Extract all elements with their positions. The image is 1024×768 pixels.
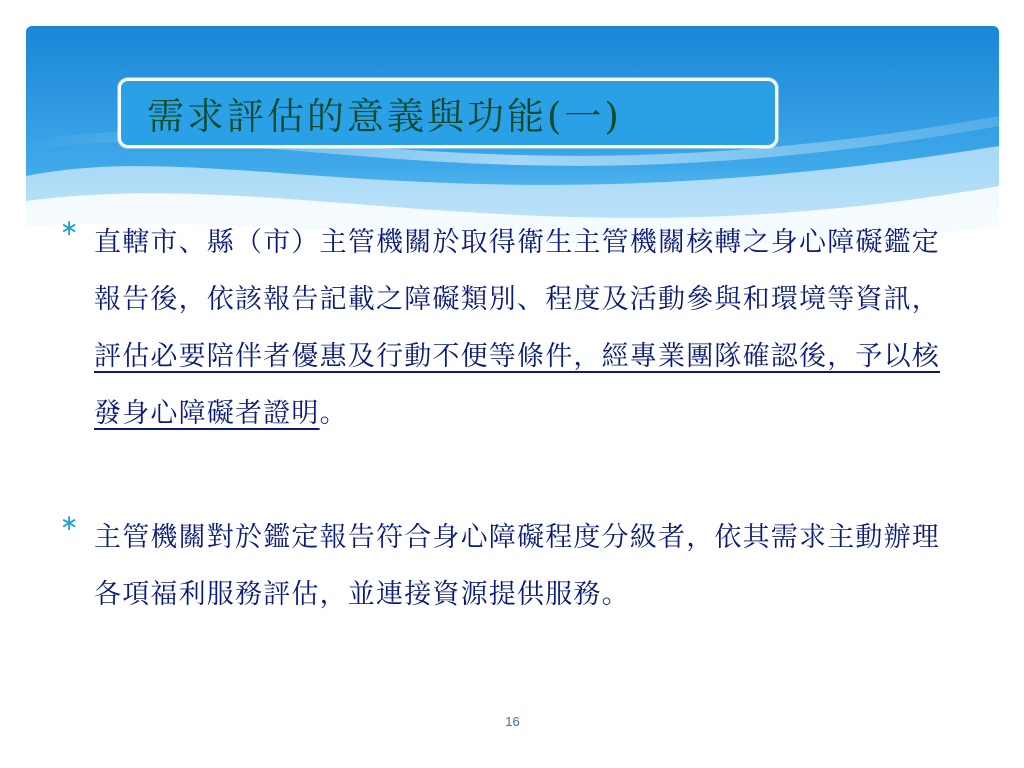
slide-body (26, 26, 999, 744)
bullet-1-text: 直轄市、縣（市）主管機關於取得衛生主管機關核轉之身心障礙鑑定報告後，依該報告記載之障礙類別、程度及活動參與和環境等資訊， (94, 227, 940, 315)
bullet-2-text: 主管機關對於鑑定報告符合身心障礙程度分級者，依其需求主動辦理各項福利服務評估，並連接資源提供服務。 (94, 522, 940, 610)
bullet-asterisk-icon: ∗ (60, 216, 79, 241)
bullet-text-1 (94, 214, 944, 442)
page-number: 16 (505, 714, 520, 729)
bullet-item-1 (60, 214, 960, 442)
bullet-1-text-end: 。 (319, 398, 348, 429)
bullet-text-2 (94, 509, 944, 623)
bullet-1-underlined-text: 評估必要陪伴者優惠及行動不便等條件，經專業團隊確認後，予以核發身心障礙者證明 (94, 341, 940, 429)
slide (26, 26, 999, 744)
slide-title: 需求評估的意義與功能(一) (147, 95, 622, 138)
bullet-item-2 (60, 509, 960, 623)
bullet-asterisk-icon: ∗ (60, 511, 79, 536)
